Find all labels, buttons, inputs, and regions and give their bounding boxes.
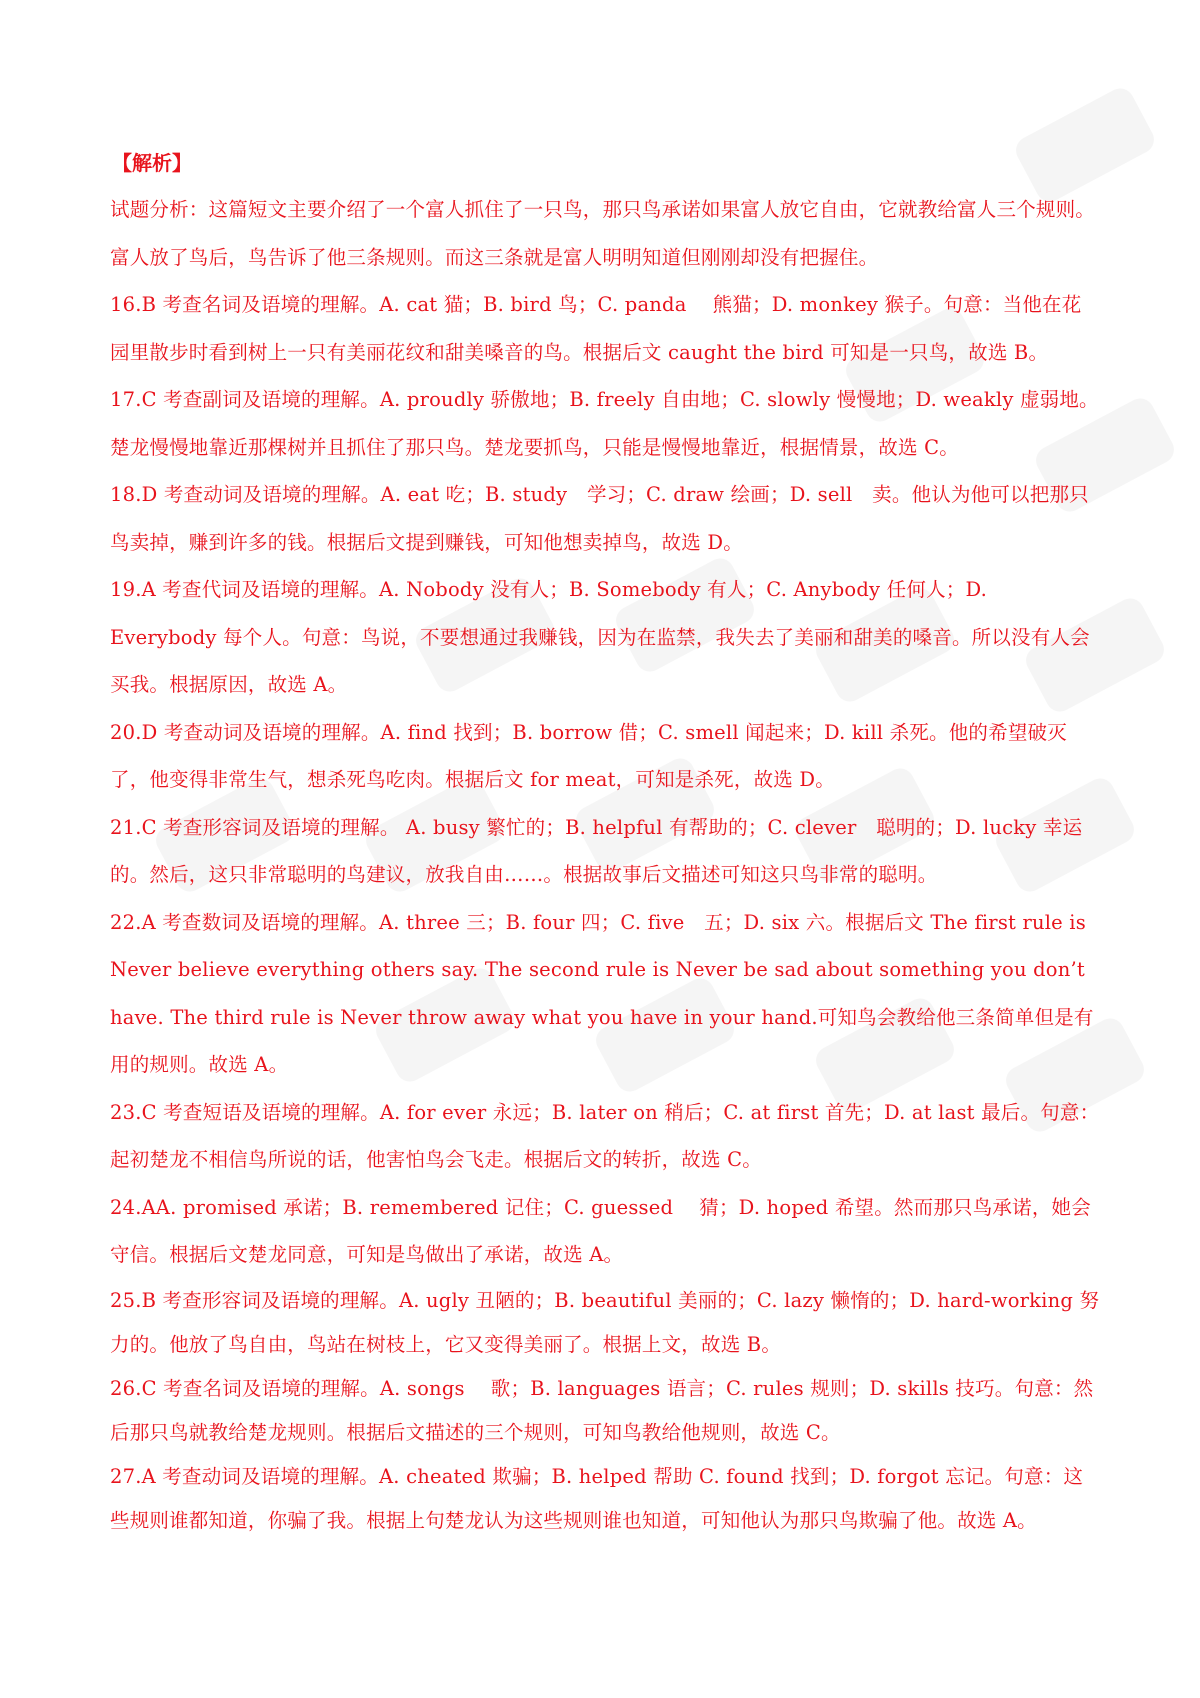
answer-item-23: 23.C 考查短语及语境的理解。A. for ever 永远；B. later on 稍后；C. at first 首先；D. at last 最后。句意：起初楚龙不相信鸟所说的话，他害怕鸟会飞走。根据后文的转折，故选 C。: [110, 1100, 1100, 1171]
analysis-paragraph: 试题分析：这篇短文主要介绍了一个富人抓住了一只鸟，那只鸟承诺如果富人放它自由，它就教给富人三个规则。富人放了鸟后，鸟告诉了他三条规则。而这三条就是富人明明知道但刚刚却没有把握住。: [110, 198, 1096, 269]
section-heading: 【解析】: [112, 151, 192, 175]
answer-item-16: 16.B 考查名词及语境的理解。A. cat 猫；B. bird 鸟；C. panda 熊猫；D. monkey 猴子。句意：当他在花园里散步时看到树上一只有美丽花纹和甜美嗓音的鸟。根据后文 caught the bird 可知是一只鸟，故选 B。: [110, 293, 1082, 364]
answer-item-17: 17.C 考查副词及语境的理解。A. proudly 骄傲地；B. freely 自由地；C. slowly 慢慢地；D. weakly 虚弱地。楚龙慢慢地靠近那棵树并且抓住了那只鸟。楚龙要抓鸟，只能是慢慢地靠近，根据情景，故选 C。: [110, 388, 1099, 459]
answer-explanation: [110, 148, 1100, 1543]
answer-item-26: 26.C 考查名词及语境的理解。A. songs 歌；B. languages 语言；C. rules 规则；D. skills 技巧。句意：然后那只鸟就教给楚龙规则。根据后文描述的三个规则，可知鸟教给他规则，故选 C。: [110, 1376, 1094, 1444]
answer-item-18: 18.D 考查动词及语境的理解。A. eat 吃；B. study 学习；C. draw 绘画；D. sell 卖。他认为他可以把那只鸟卖掉，赚到许多的钱。根据后文提到赚钱，可知他想卖掉鸟，故选 D。: [110, 483, 1089, 554]
answer-item-24: 24.AA. promised 承诺；B. remembered 记住；C. guessed 猜；D. hoped 希望。然而那只鸟承诺，她会守信。根据后文楚龙同意，可知是鸟做出了承诺，故选 A。: [110, 1195, 1091, 1266]
answer-item-21: 21.C 考查形容词及语境的理解。 A. busy 繁忙的；B. helpful 有帮助的；C. clever 聪明的；D. lucky 幸运的。然后，这只非常聪明的鸟建议，放我自由……。根据故事后文描述可知这只鸟非常的聪明。: [110, 815, 1083, 886]
answer-item-20: 20.D 考查动词及语境的理解。A. find 找到；B. borrow 借；C. smell 闻起来；D. kill 杀死。他的希望破灭了，他变得非常生气，想杀死鸟吃肉。根据后文 for meat，可知是杀死，故选 D。: [110, 720, 1067, 791]
answer-item-25: 25.B 考查形容词及语境的理解。A. ugly 丑陋的；B. beautiful 美丽的；C. lazy 懒惰的；D. hard-working 努力的。他放了鸟自由，鸟站在树枝上，它又变得美丽了。根据上文，故选 B。: [110, 1288, 1100, 1356]
answer-item-27: 27.A 考查动词及语境的理解。A. cheated 欺骗；B. helped 帮助 C. found 找到；D. forgot 忘记。句意：这些规则谁都知道，你骗了我。根据上句楚龙认为这些规则谁也知道，可知他认为那只鸟欺骗了他。故选 A。: [110, 1464, 1084, 1532]
answer-item-19: 19.A 考查代词及语境的理解。A. Nobody 没有人；B. Somebody 有人；C. Anybody 任何人；D. Everybody 每个人。句意：鸟说，不要想通过我赚钱，因为在监禁，我失去了美丽和甜美的嗓音。所以没有人会买我。根据原因，故选 A。: [110, 578, 1090, 696]
answer-item-22: 22.A 考查数词及语境的理解。A. three 三；B. four 四；C. five 五；D. six 六。根据后文 The first rule is Never believe everything others say. The second rule is Never be sad about something you don’t have. The third rule is Never throw away what you have in your hand.可知鸟会教给他三条简单但是有用的规则。故选 A。: [110, 910, 1094, 1076]
